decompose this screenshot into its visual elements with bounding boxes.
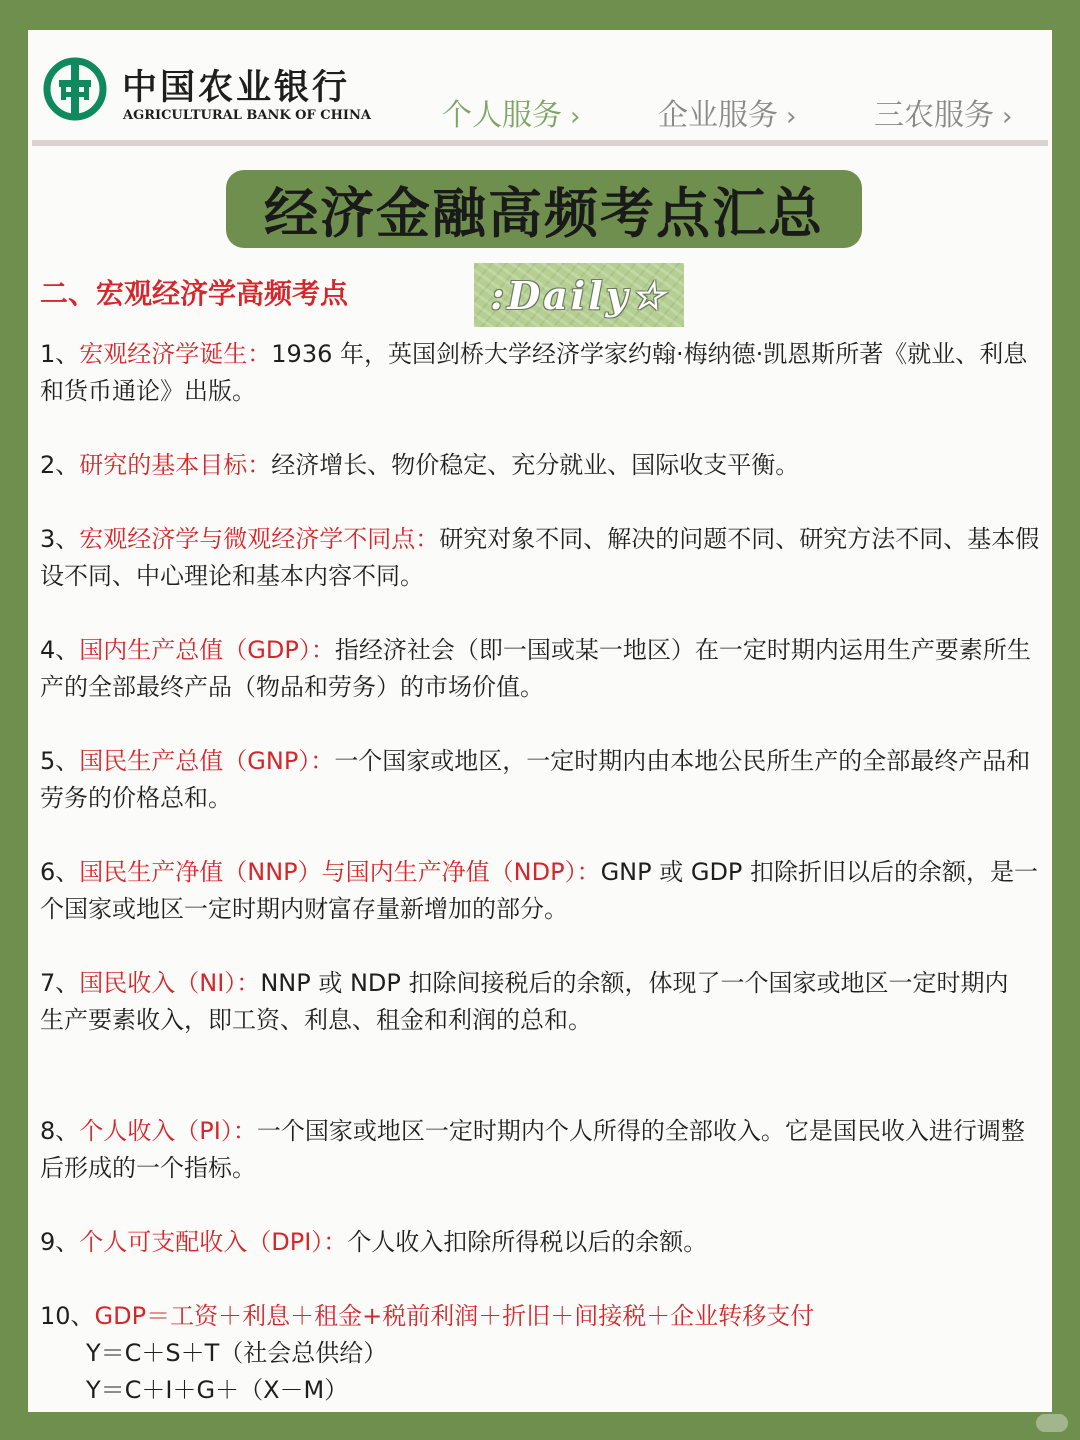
item-number: 9、 bbox=[40, 1228, 80, 1256]
list-item bbox=[40, 854, 1040, 928]
chevron-right-icon: › bbox=[1002, 102, 1013, 132]
item-text: 研究对象不同、解决的问题不同、研究方法不同、基本假设不同、中心理论和基本内容不同。 bbox=[40, 525, 1040, 590]
item-text: 一个国家或地区一定时期内个人所得的全部收入。它是国民收入进行调整后形成的一个指标。 bbox=[40, 1117, 1025, 1182]
list-item bbox=[40, 743, 1040, 817]
formula-supply: Y＝C＋S＋T（社会总供给） bbox=[86, 1339, 388, 1367]
nav-personal-services[interactable] bbox=[442, 90, 580, 134]
item-term: 研究的基本目标： bbox=[79, 451, 272, 479]
item-number: 1、 bbox=[40, 340, 80, 368]
item-term: 宏观经济学与微观经济学不同点： bbox=[79, 525, 440, 553]
list-item bbox=[40, 632, 1040, 706]
nav-label: 企业服务 bbox=[658, 98, 778, 133]
item-term: 国民生产总值（GNP）： bbox=[79, 747, 335, 775]
daily-sticker bbox=[474, 263, 684, 327]
item-number: 7、 bbox=[40, 969, 80, 997]
nav-rural-services[interactable] bbox=[874, 90, 1012, 134]
item-text: 指经济社会（即一国或某一地区）在一定时期内运用生产要素所生产的全部最终产品（物品和劳务）的市场价值。 bbox=[40, 636, 1031, 701]
header-divider bbox=[32, 140, 1048, 146]
section-heading: 二、宏观经济学高频考点 bbox=[40, 277, 349, 310]
formula-demand: Y＝C＋I＋G＋（X－M） bbox=[86, 1376, 349, 1404]
list-item bbox=[40, 521, 1040, 595]
bank-name-cn: 中国农业银行 bbox=[122, 67, 351, 108]
nav-label: 个人服务 bbox=[442, 98, 562, 133]
item-term: 国内生产总值（GDP）： bbox=[79, 636, 335, 664]
item-text: 一个国家或地区，一定时期内由本地公民所生产的全部最终产品和劳务的价格总和。 bbox=[40, 747, 1031, 812]
item-text: 1936 年，英国剑桥大学经济学家约翰·梅纳德·凯恩斯所著《就业、利息和货币通论》出版。 bbox=[40, 340, 1028, 405]
item-term: 国民生产净值（NNP）与国内生产净值（NDP）： bbox=[79, 858, 601, 886]
item-term: GDP＝工资＋利息＋租金+税前利润＋折旧＋间接税＋企业转移支付 bbox=[94, 1302, 815, 1330]
list-item bbox=[40, 447, 799, 484]
list-item bbox=[40, 1298, 814, 1409]
bank-logo-icon bbox=[42, 56, 108, 122]
header bbox=[28, 30, 1052, 146]
item-term: 个人收入（PI）： bbox=[79, 1117, 257, 1145]
item-text: GNP 或 GDP 扣除折旧以后的余额，是一个国家或地区一定时期内财富存量新增加的部分。 bbox=[40, 858, 1039, 923]
list-item bbox=[40, 965, 1008, 1039]
nav-label: 三农服务 bbox=[874, 98, 994, 133]
item-number: 10、 bbox=[40, 1302, 95, 1330]
list-item bbox=[40, 1224, 707, 1261]
item-text: NNP 或 NDP 扣除间接税后的余额，体现了一个国家或地区一定时期内 bbox=[260, 969, 1009, 997]
chevron-right-icon: › bbox=[570, 102, 581, 132]
list-item bbox=[40, 336, 1040, 410]
daily-sticker-text: :Daily☆ bbox=[490, 272, 668, 318]
item-term: 国民收入（NI）： bbox=[79, 969, 261, 997]
item-number: 3、 bbox=[40, 525, 80, 553]
chevron-right-icon: › bbox=[786, 102, 797, 132]
page-title: 经济金融高频考点汇总 bbox=[264, 181, 824, 245]
item-number: 2、 bbox=[40, 451, 80, 479]
item-text-continued: 生产要素收入，即工资、利息、租金和利润的总和。 bbox=[40, 1006, 592, 1034]
list-item bbox=[40, 1113, 1040, 1187]
item-text: 个人收入扣除所得税以后的余额。 bbox=[347, 1228, 708, 1256]
title-banner bbox=[226, 170, 862, 248]
item-number: 6、 bbox=[40, 858, 80, 886]
page-frame bbox=[28, 30, 1052, 1412]
bank-name-en: AGRICULTURAL BANK OF CHINA bbox=[123, 108, 371, 123]
item-term: 个人可支配收入（DPI）： bbox=[79, 1228, 348, 1256]
watermark-badge bbox=[1036, 1414, 1068, 1432]
item-text: 经济增长、物价稳定、充分就业、国际收支平衡。 bbox=[271, 451, 800, 479]
item-number: 4、 bbox=[40, 636, 80, 664]
nav-business-services[interactable] bbox=[658, 90, 796, 134]
item-number: 5、 bbox=[40, 747, 80, 775]
item-number: 8、 bbox=[40, 1117, 80, 1145]
item-term: 宏观经济学诞生： bbox=[79, 340, 272, 368]
